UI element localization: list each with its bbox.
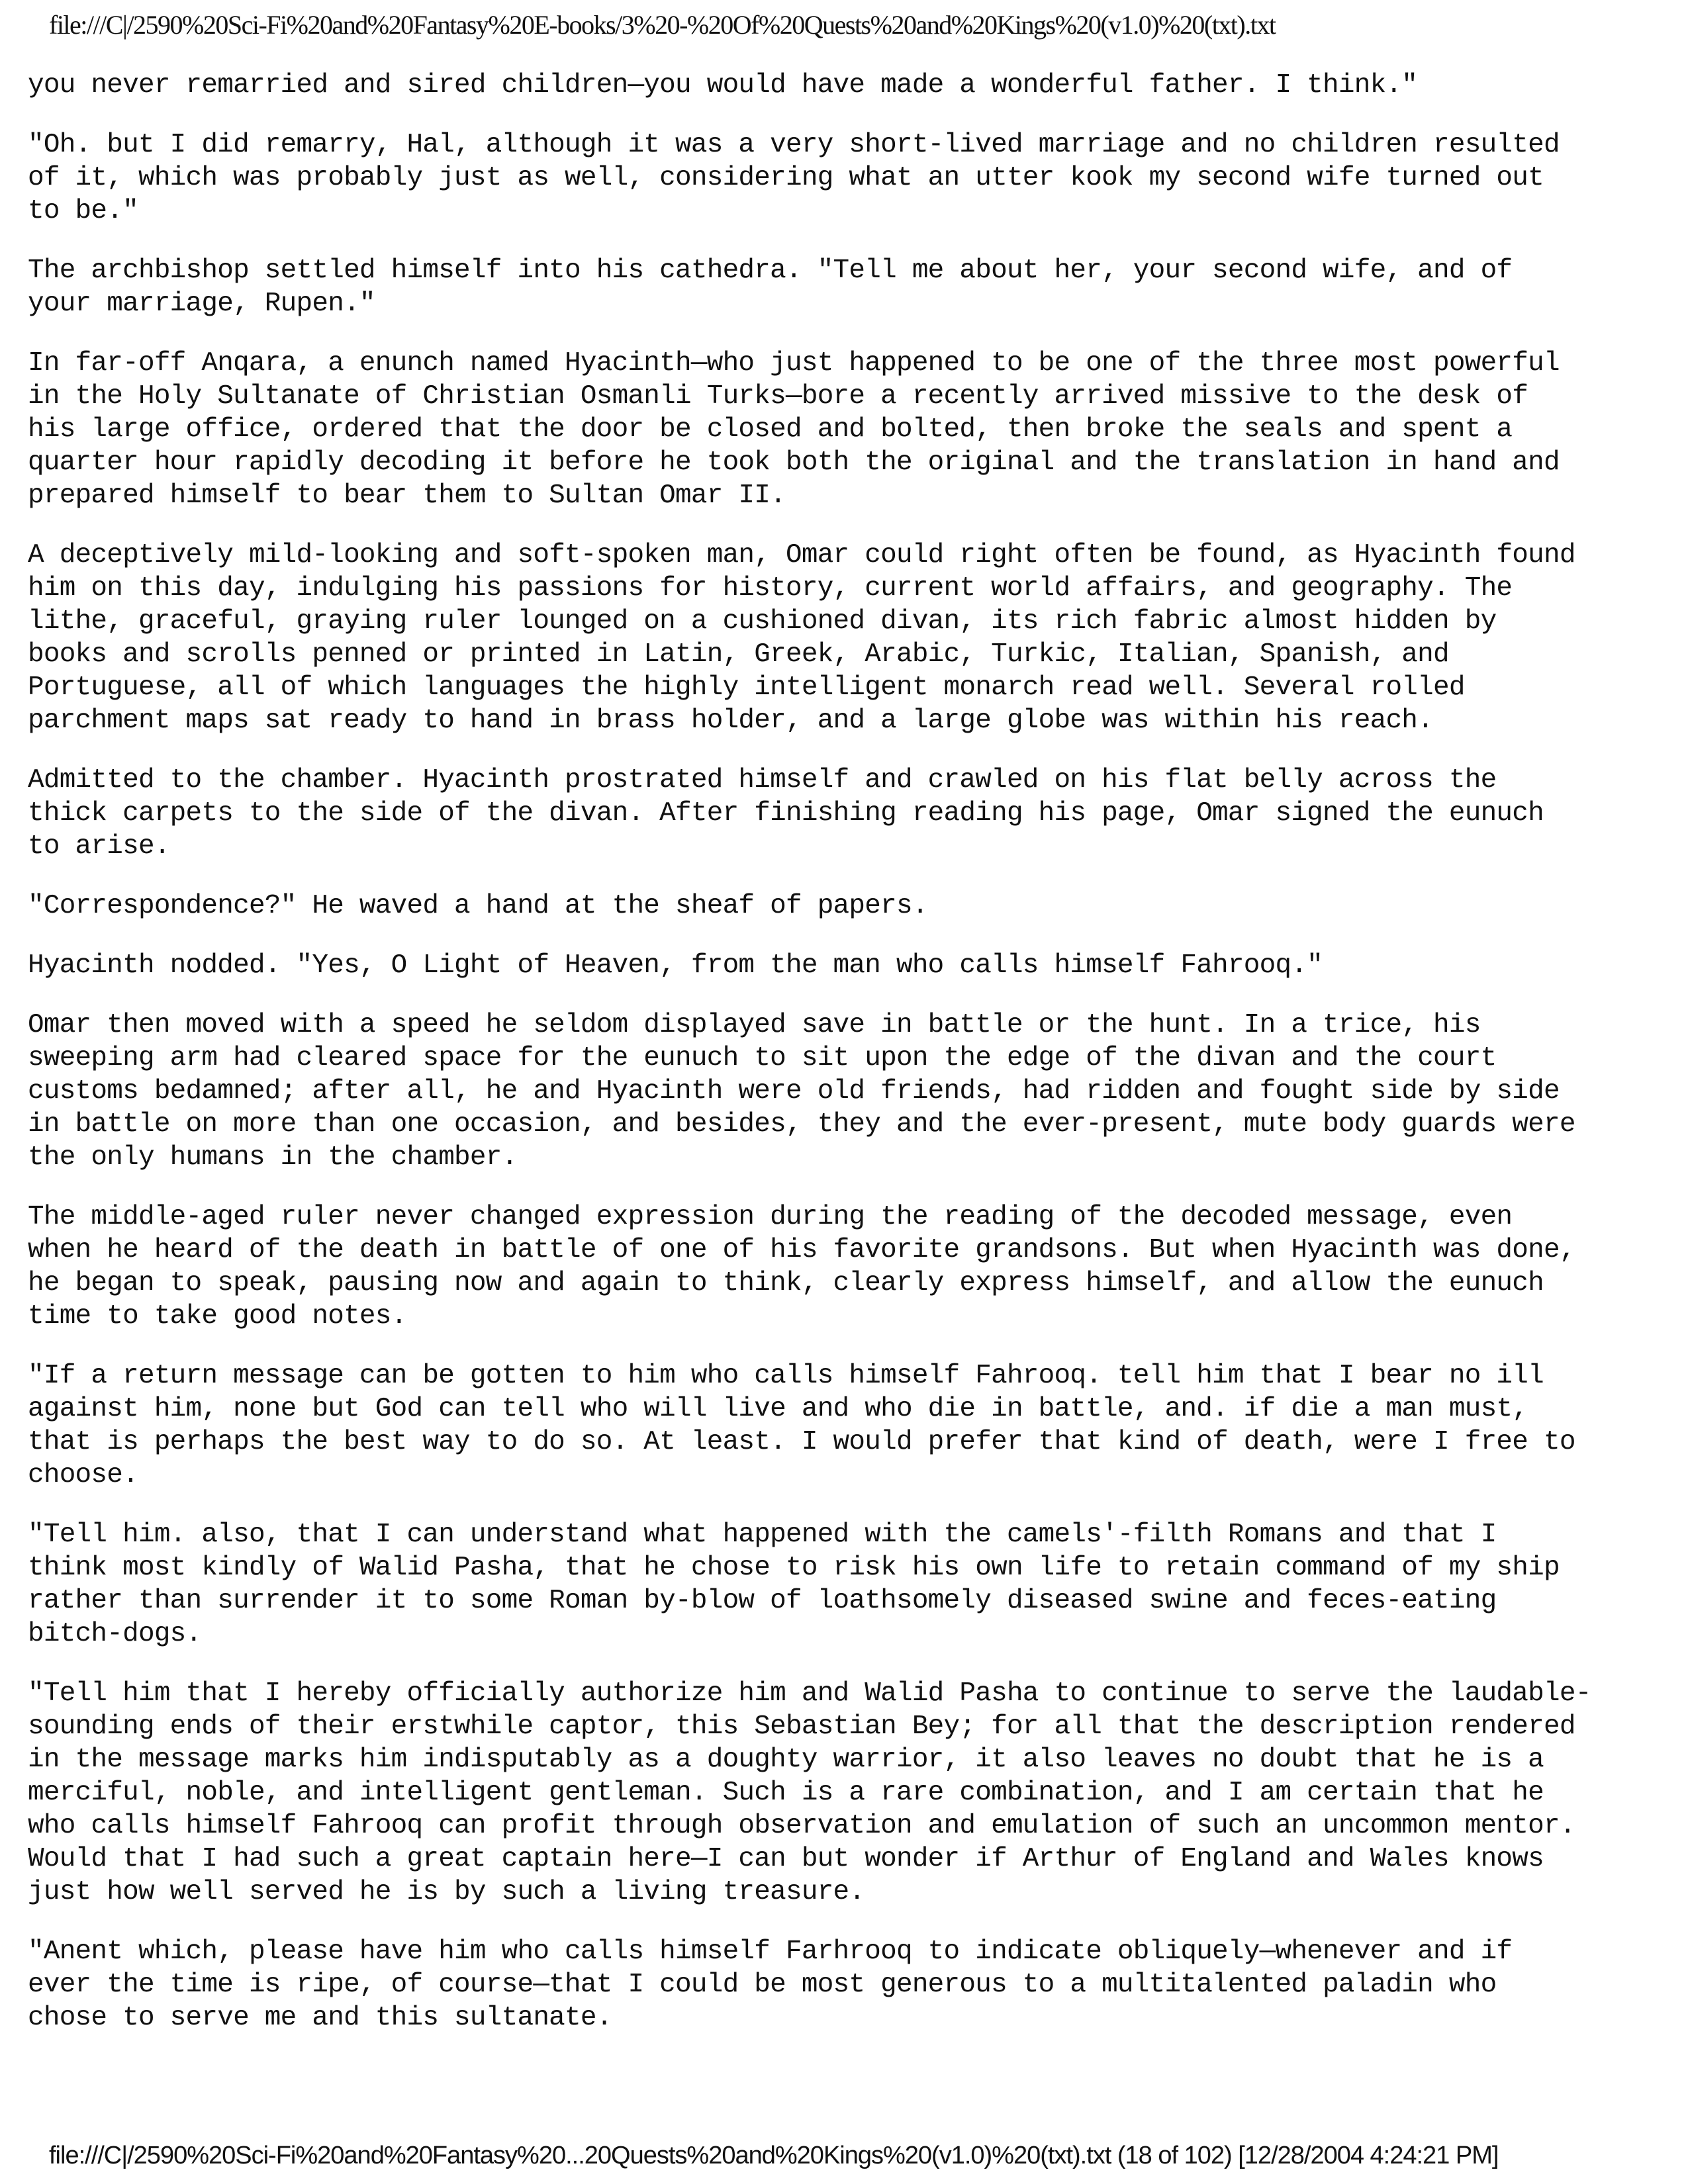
page-header-url: file:///C|/2590%20Sci-Fi%20and%20Fantasy%20E-books/3%20-%20Of%20Quests%20and%20Kings%20(v1.0)%20(txt).txt (49, 10, 1276, 40)
paragraph: "If a return message can be gotten to him who calls himself Fahrooq. tell him that I bear no ill against him, none but God can tell who will live and who die in battle, and. if die a man must, that is perhaps the best way to do so. At least. I would prefer that kind of death, were I free to choose. (28, 1361, 1575, 1490)
paragraph: A deceptively mild-looking and soft-spoken man, Omar could right often be found, as Hyacinth found him on this day, indulging his passions for history, current world affairs, and geography. The lithe, graceful, graying ruler lounged on a cushioned divan, its rich fabric almost hidden by books and scrolls penned or printed in Latin, Greek, Arabic, Turkic, Italian, Spanish, and Portuguese, all of which languages the highly intelligent monarch read well. Several rolled parchment maps sat ready to hand in brass holder, and a large globe was within his reach. (28, 540, 1575, 736)
page-footer-url: file:///C|/2590%20Sci-Fi%20and%20Fantasy%20...20Quests%20and%20Kings%20(v1.0)%20(txt).txt (18 of 102) [12/28/2004 4:24:21 PM] (49, 2142, 1499, 2169)
paragraph: In far-off Anqara, a enunch named Hyacinth—who just happened to be one of the three most powerful in the Holy Sultanate of Christian Osmanli Turks—bore a recently arrived missive to the desk of his large office, ordered that the door be closed and bolted, then broke the seals and spent a quarter hour rapidly decoding it before he took both the original and the translation in hand and prepared himself to bear them to Sultan Omar II. (28, 348, 1560, 511)
paragraph: Admitted to the chamber. Hyacinth prostrated himself and crawled on his flat belly across the thick carpets to the side of the divan. After finishing reading his page, Omar signed the eunuch to arise. (28, 765, 1544, 862)
paragraph: "Anent which, please have him who calls himself Farhrooq to indicate obliquely—whenever and if ever the time is ripe, of course—that I could be most generous to a multitalented paladin who chose to serve me and this sultanate. (28, 1936, 1513, 2033)
paragraph: The middle-aged ruler never changed expression during the reading of the decoded message, even when he heard of the death in battle of one of his favorite grandsons. But when Hyacinth was done, he began to speak, pausing now and again to think, clearly express himself, and allow the eunuch time to take good notes. (28, 1202, 1575, 1332)
paragraph: "Correspondence?" He waved a hand at the sheaf of papers. (28, 891, 928, 921)
paragraph: "Tell him that I hereby officially authorize him and Walid Pasha to continue to serve the laudable- sounding ends of their erstwhile captor, this Sebastian Bey; for all that the description rendered in the message marks him indisputably as a doughty warrior, it also leaves no doubt that he is a merciful, noble, and intelligent gentleman. Such is a rare combination, and I am certain that he who calls himself Fahrooq can profit through observation and emulation of such an uncommon mentor. Would that I had such a great captain here—I can but wonder if Arthur of England and Wales knows just how well served he is by such a living treasure. (28, 1678, 1591, 1907)
paragraph: The archbishop settled himself into his cathedra. "Tell me about her, your second wife, and of your marriage, Rupen." (28, 255, 1513, 319)
paragraph: Omar then moved with a speed he seldom displayed save in battle or the hunt. In a trice, his sweeping arm had cleared space for the eunuch to sit upon the edge of the divan and the court customs bedamned; after all, he and Hyacinth were old friends, had ridden and fought side by side in battle on more than one occasion, and besides, they and the ever-present, mute body guards were the only humans in the chamber. (28, 1010, 1575, 1173)
document-body (28, 69, 1669, 2061)
paragraph: "Oh. but I did remarry, Hal, although it was a very short-lived marriage and no children resulted of it, which was probably just as well, considering what an utter kook my second wife turned out to be." (28, 130, 1560, 226)
paragraph: you never remarried and sired children—you would have made a wonderful father. I think." (28, 70, 1418, 101)
paragraph: Hyacinth nodded. "Yes, O Light of Heaven, from the man who calls himself Fahrooq." (28, 950, 1323, 981)
paragraph: "Tell him. also, that I can understand what happened with the camels'-filth Romans and that I think most kindly of Walid Pasha, that he chose to risk his own life to retain command of my ship rather than surrender it to some Roman by-blow of loathsomely diseased swine and feces-eating bitch-dogs. (28, 1520, 1560, 1649)
